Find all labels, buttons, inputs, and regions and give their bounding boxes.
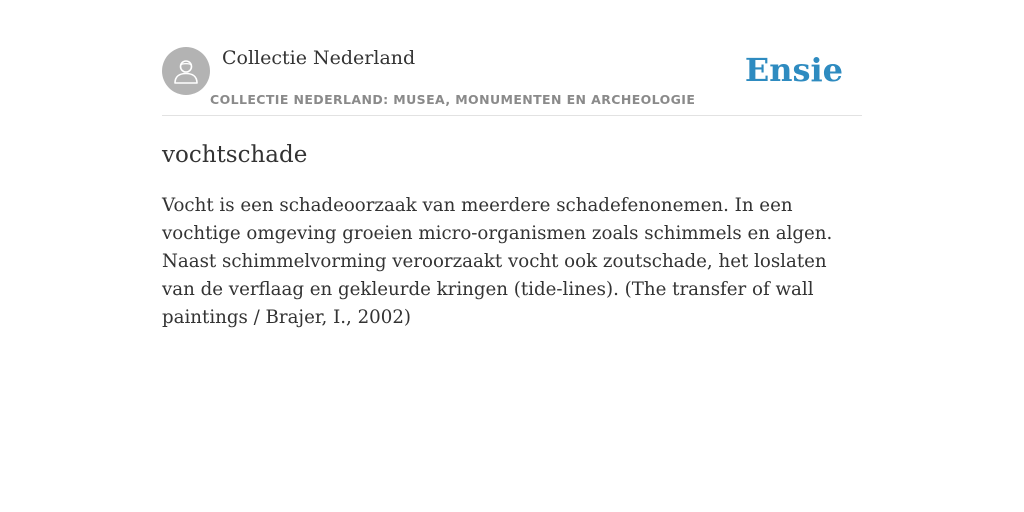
entry-card xyxy=(162,0,862,512)
entry-term: vochtschade xyxy=(162,142,308,168)
source-name[interactable]: COLLECTIE NEDERLAND: MUSEA, MONUMENTEN EN ARCHEOLOGIE xyxy=(210,92,696,107)
brand-logo[interactable]: Ensie xyxy=(744,51,843,89)
user-avatar-icon xyxy=(171,56,201,86)
entry-definition: Vocht is een schadeoorzaak van meerdere schadefenonemen. In een vochtige omgeving groeien micro-organismen zoals schimmels en algen. Naast schimmelvorming veroorzaakt vocht ook zoutschade, het loslaten van de verflaag en gekleurde kringen (tide-lines). (The transfer of wall paintings / Brajer, I., 2002) xyxy=(162,195,833,328)
author-name[interactable]: Collectie Nederland xyxy=(222,47,416,69)
entry-header xyxy=(162,0,862,116)
avatar[interactable] xyxy=(162,47,210,95)
